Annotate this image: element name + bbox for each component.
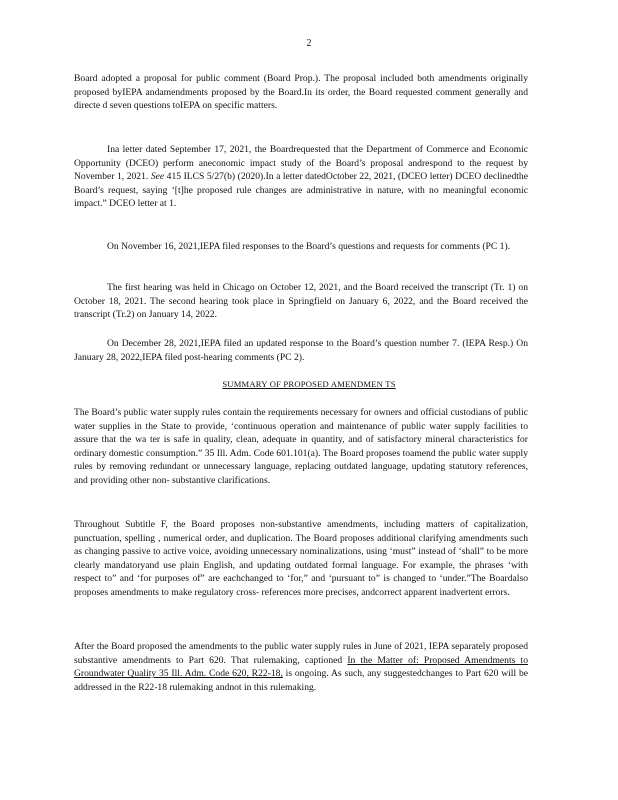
- dceo-text-end: 415 ILCS 5/27(b) (2020).In a letter datedOctober 22, 2021, (DCEO letter) DCEO declinedthe Board’s request, saying ‘[t]he proposed rule changes are administrative in nature, with no meaningful economic impact.” DCEO letter at 1.: [74, 171, 528, 210]
- dceo-text-start: Ina letter dated September 17, 2021, the Boardrequested that the Department of Commerce and Economic Opportunity (DCEO) perform aneconomic impact study of the Board’s proposal andrespond to the request by November 1, 2021.: [74, 144, 528, 183]
- paragraph-summary-rules: The Board’s public water supply rules contain the requirements necessary for owners and official custodians of public water supplies in the State to provide, ‘continuous operation and maintenance of public water supply facilities to assure that the wa ter is safe in quality, clean, adequate in quantity, and of satisfactory mineral characteristics for ordinary domestic consumption.” 35 Ill. Adm. Code 601.101(a). The Board proposes toamend the public water supply rules by removing redundant or unnecessary language, replacing outdated language, updating statutory references, and providing other non- substantive clarifications.: [74, 407, 528, 486]
- part-620-text-start: After the Board proposed the amendments to the public water supply rules in June of 2021, IEPA separately proposed substantive amendments to Part 620. That rulemaking, captioned: [74, 641, 528, 666]
- paragraph-board-proposal: Board adopted a proposal for public comment (Board Prop.). The proposal included both amendments originally proposed byIEPA andamendments proposed by the Board.In its order, the Board requested comment generally and directe d seven questions toIEPA on specific matters.: [74, 73, 528, 112]
- paragraph-hearings: The first hearing was held in Chicago on October 12, 2021, and the Board received the transcript (Tr. 1) on October 18, 2021. The second hearing took place in Springfield on January 6, 2022, and the Board received the transcript (Tr.2) on January 14, 2022.: [74, 282, 528, 321]
- paragraph-iepa-responses: On November 16, 2021,IEPA filed responses to the Board’s questions and requests for comments (PC 1).: [107, 241, 511, 252]
- paragraph-part-620: [74, 640, 528, 694]
- see-signal: See: [150, 171, 165, 183]
- paragraph-dceo-request: [74, 143, 528, 211]
- part-620-text-end: is ongoing. As such, any suggestedchanges to Part 620 will be addressed in the R22-18 rulemaking andnot in this rulemaking.: [74, 668, 528, 693]
- page-number: 2: [306, 38, 312, 49]
- paragraph-non-substantive: Throughout Subtitle F, the Board proposes non-substantive amendments, including matters of capitalization, punctuation, spelling , numerical order, and duplication. The Board proposes additional clarifying amendments such as changing passive to active voice, avoiding unnecessary nominalizations, using ‘must” instead of ‘shall” to be more clearly mandatoryand use plain English, and updating outdated formal language. For example, the phrases ‘with respect to” and ‘for purposes of” are eachchanged to ‘for,” and ‘pursuant to” is changed to ‘under.”The Boardalso proposes amendments to make regulatory cross- references more precises, andcorrect apparent inadvertent errors.: [74, 519, 528, 598]
- paragraph-updated-response: On December 28, 2021,IEPA filed an updated response to the Board’s question number 7. (IEPA Resp.) On January 28, 2022,IEPA filed post-hearing comments (PC 2).: [74, 338, 528, 363]
- section-heading: SUMMARY OF PROPOSED AMENDMEN TS: [222, 379, 396, 389]
- case-caption: In the Matter of: Proposed Amendments to Groundwater Quality 35 Ill. Adm. Code 620, R22-18,: [74, 654, 528, 680]
